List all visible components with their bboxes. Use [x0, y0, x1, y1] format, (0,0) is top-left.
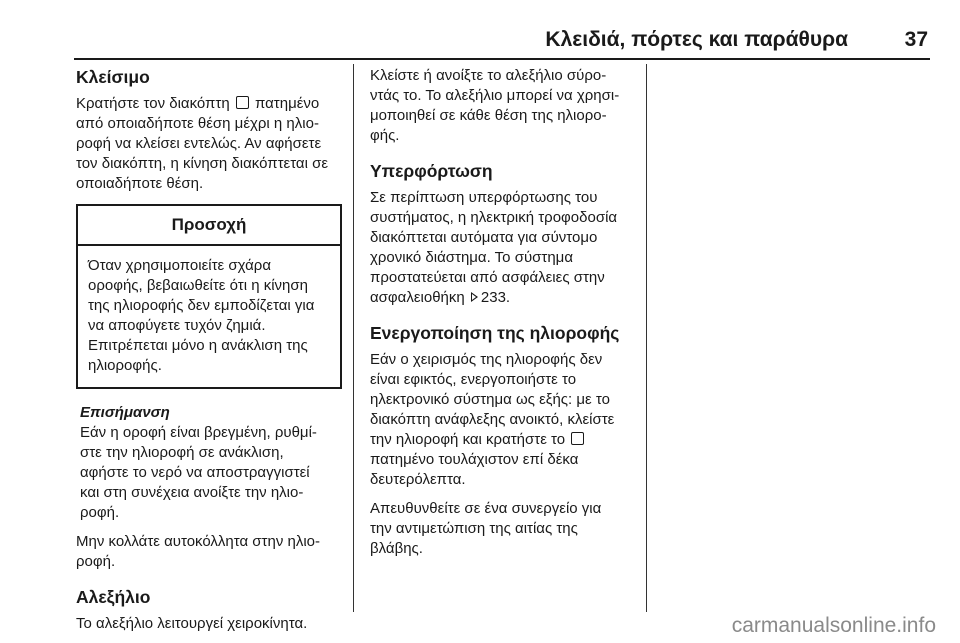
note-line: στε την ηλιοροφή σε ανάκλιση, — [80, 444, 284, 461]
intro-line: μοποιηθεί σε κάθε θέση της ηλιορο- — [370, 107, 607, 124]
sunshade-heading: Αλεξήλιο — [76, 587, 151, 607]
caution-line: της ηλιοροφής δεν εμποδίζεται για — [88, 297, 315, 314]
overload-heading: Υπερφόρτωση — [370, 161, 493, 181]
overload-ref-line: ασφαλειοθήκη 233. — [370, 289, 511, 306]
sticker-line: Μην κολλάτε αυτοκόλλητα στην ηλιο- — [76, 533, 321, 550]
page-number: 37 — [904, 28, 928, 51]
note-line: ροφή. — [80, 504, 120, 521]
closing-line: ροφή να κλείσει εντελώς. Αν αφήσετε — [76, 135, 322, 152]
sticker-paragraph — [76, 532, 342, 572]
switch-button-icon — [571, 432, 584, 445]
header-rule — [74, 58, 930, 60]
closing-line: τον διακόπτη, η κίνηση διακόπτεται σε — [76, 155, 329, 172]
note-line: Εάν η οροφή είναι βρεγμένη, ρυθμί- — [80, 424, 317, 441]
note-block — [76, 403, 342, 523]
activation-heading: Ενεργοποίηση της ηλιοροφής — [370, 323, 620, 343]
page-reference-link[interactable]: 233. — [480, 289, 511, 306]
intro-line: ντάς το. Το αλεξήλιο μπορεί να χρησι- — [370, 87, 620, 104]
closing-line: οποιαδήποτε θέση. — [76, 175, 204, 192]
activation-line: δευτερόλεπτα. — [370, 471, 466, 488]
overload-line: προστατεύεται από ασφάλειες στην — [370, 269, 605, 286]
closing-line: από οποιαδήποτε θέση μέχρι η ηλιο- — [76, 115, 319, 132]
closing-line: Κρατήστε τον διακόπτη πατημένο — [76, 95, 320, 112]
workshop-paragraph — [370, 499, 640, 559]
column-1 — [76, 66, 342, 643]
caution-line: ηλιοροφής. — [88, 357, 162, 374]
caution-line: να αποφύγετε τυχόν ζημιά. — [88, 317, 266, 334]
workshop-line: την αντιμετώπιση της αιτίας της — [370, 520, 578, 537]
activation-line: είναι εφικτός, ενεργοποιήστε το — [370, 371, 577, 388]
page-reference-icon — [471, 292, 478, 302]
intro-paragraph — [370, 66, 640, 146]
column-divider-2 — [646, 64, 647, 612]
workshop-line: Απευθυνθείτε σε ένα συνεργείο για — [370, 500, 602, 517]
header-title: Κλειδιά, πόρτες και παράθυρα — [545, 28, 848, 51]
caution-line: Όταν χρησιμοποιείτε σχάρα — [88, 257, 271, 274]
activation-line: πατημένο τουλάχιστον επί δέκα — [370, 451, 579, 468]
column-2 — [370, 66, 640, 568]
caution-line: οροφής, βεβαιωθείτε ότι η κίνηση — [88, 277, 308, 294]
note-line: αφήστε το νερό να αποστραγγιστεί — [80, 464, 310, 481]
activation-paragraph — [370, 350, 640, 490]
closing-heading: Κλείσιμο — [76, 67, 150, 87]
caution-box — [76, 204, 342, 389]
overload-line: χρονικό διάστημα. Το σύστημα — [370, 249, 573, 266]
sunshade-paragraph — [76, 614, 342, 634]
watermark: carmanualsonline.info — [731, 614, 936, 637]
activation-line: διακόπτη ανάφλεξης ανοικτό, κλείστε — [370, 411, 615, 428]
caution-line: Επιτρέπεται μόνο η ανάκλιση της — [88, 337, 308, 354]
switch-button-icon — [236, 96, 249, 109]
closing-paragraph — [76, 94, 342, 194]
overload-line: διακόπτεται αυτόματα για σύντομο — [370, 229, 598, 246]
activation-line: ηλεκτρονικό σύστημα ως εξής: με το — [370, 391, 610, 408]
workshop-line: βλάβης. — [370, 540, 423, 557]
intro-line: Κλείστε ή ανοίξτε το αλεξήλιο σύρο- — [370, 67, 607, 84]
activation-icon-line: την ηλιοροφή και κρατήστε το — [370, 430, 640, 450]
caution-title: Προσοχή — [78, 206, 340, 246]
note-title: Επισήμανση — [80, 404, 170, 421]
overload-line: Σε περίπτωση υπερφόρτωσης του — [370, 189, 598, 206]
sticker-line: ροφή. — [76, 553, 116, 570]
intro-line: φής. — [370, 127, 400, 144]
sunshade-line: Το αλεξήλιο λειτουργεί χειροκίνητα. — [76, 615, 308, 632]
overload-line: συστήματος, η ηλεκτρική τροφοδοσία — [370, 209, 618, 226]
column-divider-1 — [353, 64, 354, 612]
activation-line: Εάν ο χειρισμός της ηλιοροφής δεν — [370, 351, 603, 368]
caution-body — [78, 246, 340, 387]
overload-paragraph — [370, 188, 640, 308]
note-line: και στη συνέχεια ανοίξτε την ηλιο- — [80, 484, 304, 501]
